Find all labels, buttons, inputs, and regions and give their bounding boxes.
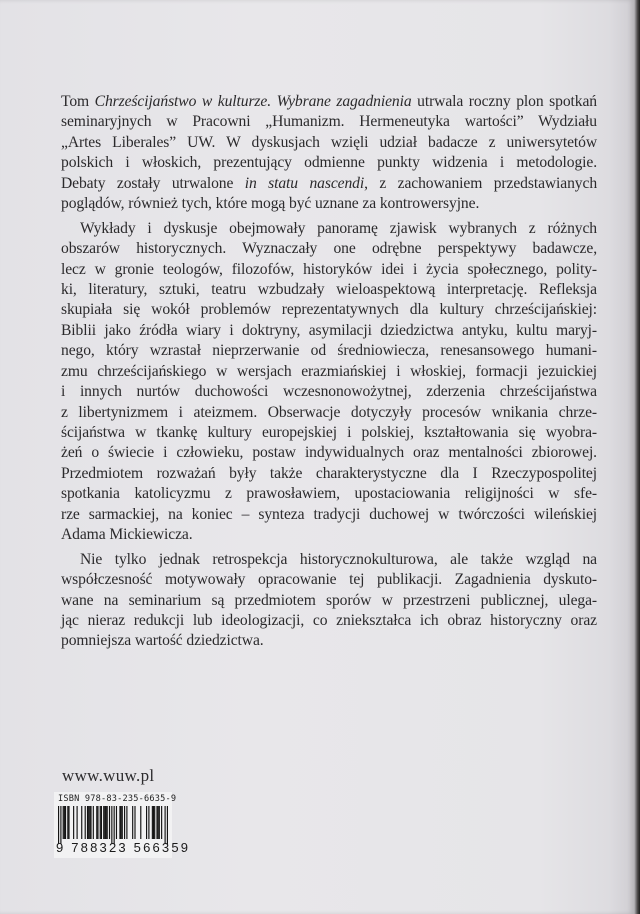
barcode-bar xyxy=(111,806,112,844)
barcode-bar xyxy=(107,806,108,839)
barcode-bar xyxy=(134,806,135,839)
blurb-line xyxy=(61,280,597,300)
barcode-bar xyxy=(87,806,88,839)
text-segment: utrwala roczny plon spotkań xyxy=(411,93,597,110)
barcode-bar xyxy=(60,806,61,844)
blurb-line xyxy=(61,550,597,570)
text-segment: współczesność motywowały opracowanie tej publikacji. Zagadnienia dyskuto- xyxy=(61,571,597,589)
barcode-bar xyxy=(89,806,90,839)
barcode-bar xyxy=(152,806,153,839)
barcode-bar xyxy=(132,806,133,839)
barcode-bar xyxy=(114,806,115,844)
blurb-text xyxy=(61,92,597,656)
barcode-bar xyxy=(119,806,120,839)
blurb-line xyxy=(61,362,597,382)
blurb-line xyxy=(61,174,597,194)
barcode-bar xyxy=(88,806,89,839)
blurb-paragraph xyxy=(61,92,597,215)
barcode-bar xyxy=(126,806,127,839)
barcode-bar xyxy=(100,806,101,839)
barcode-bar xyxy=(159,806,160,839)
barcode-bar xyxy=(58,806,59,844)
barcode-bar xyxy=(122,806,123,839)
text-segment: spotkania katolicyzmu z prawosławiem, upostaciowania religijności w sfe- xyxy=(61,485,597,503)
barcode-bar xyxy=(101,806,102,839)
cover-edge xyxy=(634,0,640,914)
barcode-bar xyxy=(153,806,154,839)
text-segment: skupiała się wokół problemów reprezentatywnych dla kultury chrześcijańskiej: xyxy=(61,301,597,319)
text-segment: pomniejsza wartość dziedzictwa. xyxy=(61,632,264,650)
barcode-icon xyxy=(58,806,168,844)
text-segment: ścijaństwa w tkankę kultury europejskiej i polskiej, kształtowania się wyobra- xyxy=(61,424,597,441)
barcode-bar xyxy=(154,806,155,839)
barcode-bar xyxy=(65,806,66,839)
text-segment: Debaty zostały utrwalone xyxy=(61,174,245,192)
text-segment: i innych nurtów duchowości wczesnonowożytnej, zderzenia chrześcijaństwa xyxy=(61,383,597,401)
barcode-bar xyxy=(124,806,125,839)
text-segment: ki, literatury, sztuki, teatru wzbudzały wieloaspektową interpretację. Refleksja xyxy=(61,280,597,298)
blurb-line xyxy=(61,112,597,132)
blurb-line xyxy=(61,591,597,611)
blurb-line xyxy=(61,423,597,443)
text-segment: Wykłady i dyskusje obejmowały panoramę zjawisk wybranych z różnych xyxy=(80,219,597,237)
barcode-bar xyxy=(68,806,69,839)
barcode-bar xyxy=(116,806,117,839)
blurb-line xyxy=(61,341,597,361)
barcode-bar xyxy=(96,806,97,839)
text-segment: poglądów, również tych, które mogą być uznane za kontrowersyjne. xyxy=(61,195,480,213)
barcode-bar xyxy=(64,806,65,839)
blurb-line xyxy=(61,484,597,504)
barcode-bar xyxy=(165,806,166,844)
isbn-label: ISBN 978-83-235-6635-9 xyxy=(58,794,177,804)
text-segment: Biblii jako źródła wiary i doktryny, asymilacji dziedzictwa antyku, kultu maryj- xyxy=(61,321,597,339)
barcode-bar xyxy=(103,806,104,839)
blurb-line xyxy=(61,239,597,259)
blurb-line xyxy=(61,611,597,631)
text-segment: Tom xyxy=(61,93,95,110)
blurb-line xyxy=(61,505,597,525)
blurb-line xyxy=(61,443,597,463)
barcode-bar xyxy=(140,806,141,839)
barcode-bar xyxy=(158,806,159,839)
blurb-line xyxy=(61,219,597,239)
blurb-paragraph xyxy=(61,550,597,652)
barcode-bar xyxy=(67,806,68,839)
text-segment: seminaryjnych w Pracowni „Humanizm. Hermeneutyka wartości” Wydziału xyxy=(61,113,597,131)
blurb-line xyxy=(61,92,597,112)
text-segment: nego, który wzrastał nieprzerwanie od średniowiecza, renesansowego humani- xyxy=(61,342,597,360)
barcode-bar xyxy=(77,806,78,839)
isbn-barcode-block xyxy=(54,792,191,858)
blurb-line xyxy=(61,194,597,214)
barcode-bar xyxy=(104,806,105,839)
blurb-line xyxy=(61,525,597,545)
barcode-bar xyxy=(167,806,168,844)
text-segment: Przedmiotem rozważań były także charakterystyczne dla I Rzeczypospolitej xyxy=(61,464,597,482)
barcode-bar xyxy=(63,806,64,839)
text-segment: z libertynizmem i ateizmem. Obserwacje dotyczyły procesów wnikania chrze- xyxy=(61,403,597,421)
italic-text: in statu nascendi xyxy=(244,174,365,192)
barcode-bar xyxy=(105,806,106,839)
blurb-line xyxy=(61,464,597,484)
blurb-line xyxy=(61,300,597,320)
text-segment: Nie tylko jednak retrospekcja historycznokulturowa, ale także wzgląd na xyxy=(80,550,597,568)
italic-text: Chrześcijaństwo w kulturze. Wybrane zagadnienia xyxy=(94,93,412,110)
text-segment: wane na seminarium są przedmiotem sporów w przestrzeni publicznej, ulega- xyxy=(61,591,597,609)
barcode-digits: 9 788323 566359 xyxy=(56,840,191,855)
text-segment: lecz w gronie teologów, filozofów, historyków idei i życia społecznego, polity- xyxy=(61,260,597,278)
blurb-line xyxy=(61,321,597,341)
blurb-line xyxy=(61,153,597,173)
barcode-bar xyxy=(85,806,86,839)
text-segment: żeń o świecie i człowieku, postaw indywidualnych oraz mentalności zbiorowej. xyxy=(61,444,597,462)
barcode-bar xyxy=(73,806,74,839)
barcode-bar xyxy=(146,806,147,839)
text-segment: , z zachowaniem przedstawianych xyxy=(364,174,598,192)
blurb-line xyxy=(61,631,597,651)
text-segment: rze sarmackiej, na koniec – synteza tradycji duchowej w twórczości wileńskiej xyxy=(61,505,597,523)
blurb-paragraph xyxy=(61,219,597,546)
barcode-bar xyxy=(148,806,149,839)
barcode-bar xyxy=(156,806,157,839)
blurb-line xyxy=(61,403,597,423)
blurb-line xyxy=(61,382,597,402)
text-segment: zmu chrześcijańskiego w wersjach erazmiańskiej i włoskiej, formacji jezuickiej xyxy=(61,362,597,380)
barcode-bar xyxy=(93,806,94,839)
blurb-line xyxy=(61,133,597,153)
barcode-bar xyxy=(161,806,162,839)
text-segment: polskich i włoskich, prezentujący odmienne punkty widzenia i metodologie. xyxy=(61,154,597,172)
barcode-bar xyxy=(90,806,91,839)
barcode-bar xyxy=(81,806,82,839)
blurb-line xyxy=(61,570,597,590)
text-segment: jąc nieraz redukcji lub ideologizacji, co zniekształca ich obraz historyczny oraz xyxy=(61,611,597,629)
publisher-url[interactable]: www.wuw.pl xyxy=(62,766,155,785)
barcode-bar xyxy=(97,806,98,839)
barcode-bar xyxy=(109,806,110,839)
text-segment: obszarów historycznych. Wyznaczały one odrębne perspektywy badawcze, xyxy=(61,240,597,258)
text-segment: Adama Mickiewicza. xyxy=(61,526,193,544)
blurb-line xyxy=(61,260,597,280)
barcode-bar xyxy=(121,806,122,839)
text-segment: „Artes Liberales” UW. W dyskusjach wzięli udział badacze z uniwersytetów xyxy=(61,133,597,151)
